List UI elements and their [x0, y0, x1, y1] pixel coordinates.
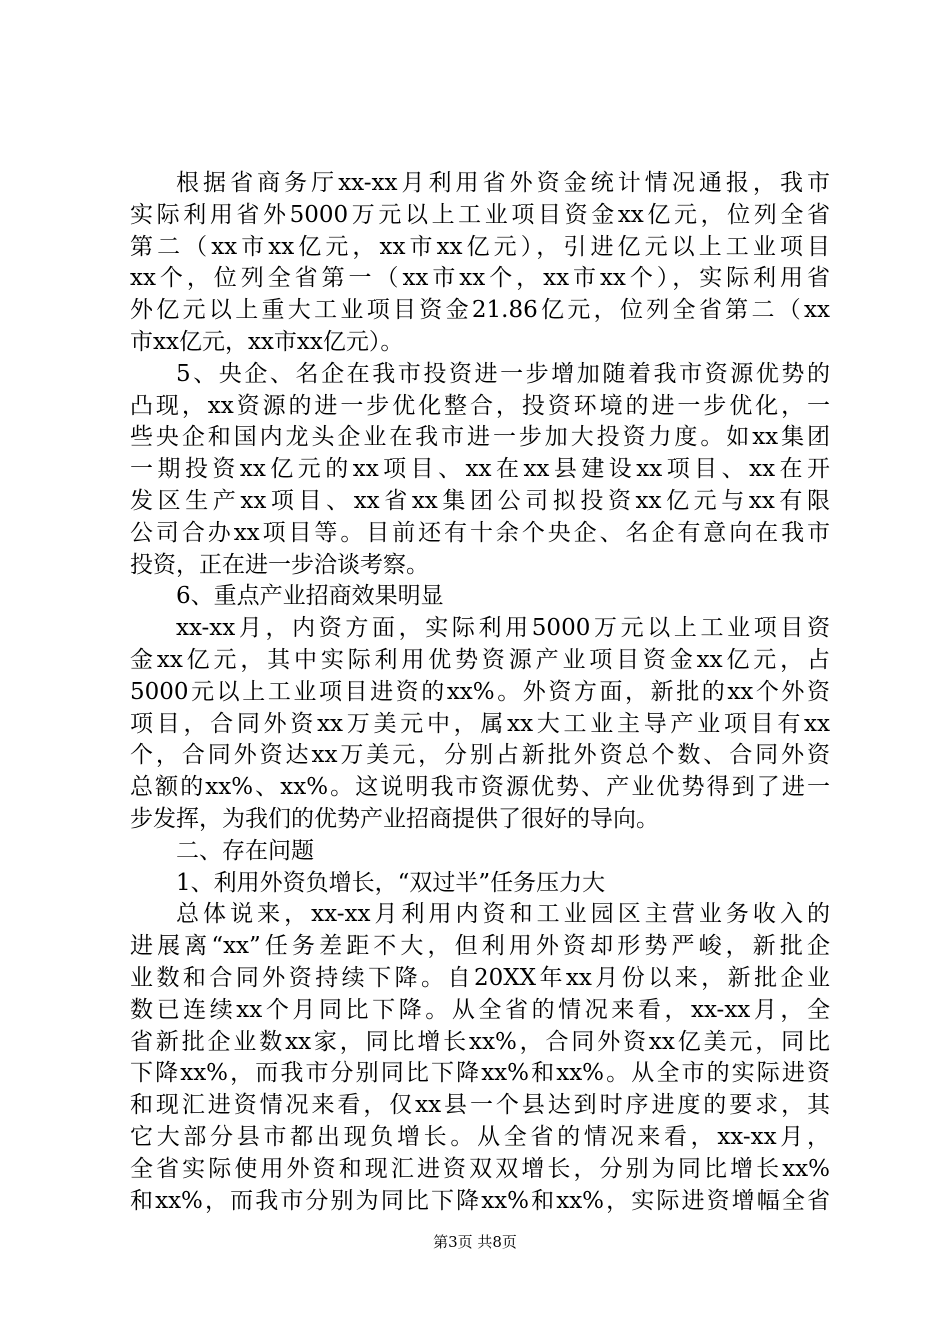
text-line: 凸现，xx资源的进一步优化整合，投资环境的进一步优化，一 [130, 392, 830, 419]
text-line: 市xx亿元，xx市xx亿元）。 [130, 328, 404, 355]
text-line: 些央企和国内龙头企业在我市进一步加大投资力度。如xx集团 [130, 424, 830, 451]
text-line: 外亿元以上重大工业项目资金21.86亿元，位列全省第二（xx [130, 297, 830, 324]
text-line: 步发挥，为我们的优势产业招商提供了很好的导向。 [130, 805, 659, 832]
text-line: 公司合办xx项目等。目前还有十余个央企、名企有意向在我市 [130, 519, 830, 546]
text-line: 它大部分县市都出现负增长。从全省的情况来看，xx-xx月， [130, 1123, 830, 1150]
text-line: 5000元以上工业项目进资的xx%。外资方面，新批的xx个外资 [130, 678, 830, 705]
text-line: 实际利用省外5000万元以上工业项目资金xx亿元，位列全省 [130, 201, 830, 228]
text-line: 和xx%，而我市分别为同比下降xx%和xx%，实际进资增幅全省 [130, 1187, 830, 1214]
text-line: 进展离“xx”任务差距不大，但利用外资却形势严峻，新批企 [130, 933, 830, 960]
text-line: xx个，位列全省第一（xx市xx个，xx市xx个），实际利用省 [130, 265, 830, 292]
text-line: 个，合同外资达xx万美元，分别占新批外资总个数、合同外资 [130, 742, 830, 769]
text-line: 第二（xx市xx亿元，xx市xx亿元），引进亿元以上工业项目 [130, 233, 830, 260]
text-line: 全省实际使用外资和现汇进资双双增长，分别为同比增长xx% [130, 1155, 830, 1182]
text-line: 省新批企业数xx家，同比增长xx%，合同外资xx亿美元，同比 [130, 1028, 830, 1055]
text-line: 发区生产xx项目、xx省xx集团公司拟投资xx亿元与xx有限 [130, 487, 830, 514]
text-line: 总额的xx%、xx%。这说明我市资源优势、产业优势得到了进一 [130, 774, 830, 801]
text-line: 数已连续xx个月同比下降。从全省的情况来看，xx-xx月，全 [130, 996, 830, 1023]
text-line: 和现汇进资情况来看，仅xx县一个县达到时序进度的要求，其 [130, 1092, 830, 1119]
text-line: 二、存在问题 [176, 837, 314, 864]
text-line: 投资，正在进一步洽谈考察。 [130, 551, 429, 578]
text-line: 6、重点产业招商效果明显 [176, 583, 444, 610]
text-line: 业数和合同外资持续下降。自20XX年xx月份以来，新批企业 [130, 964, 830, 991]
document-body [130, 168, 830, 1217]
text-line: xx-xx月，内资方面，实际利用5000万元以上工业项目资 [176, 615, 830, 642]
text-line: 金xx亿元，其中实际利用优势资源产业项目资金xx亿元，占 [130, 646, 830, 673]
text-line: 下降xx%，而我市分别同比下降xx%和xx%。从全市的实际进资 [130, 1060, 830, 1087]
text-line: 总体说来，xx-xx月利用内资和工业园区主营业务收入的 [176, 901, 830, 928]
text-line: 一期投资xx亿元的xx项目、xx在xx县建设xx项目、xx在开 [130, 456, 830, 483]
text-line: 根据省商务厅xx-xx月利用省外资金统计情况通报，我市 [176, 170, 830, 196]
text-line: 5、央企、名企在我市投资进一步增加随着我市资源优势的 [176, 360, 830, 387]
page-footer: 第3页 共8页 [433, 1233, 517, 1251]
text-line: 项目，合同外资xx万美元中，属xx大工业主导产业项目有xx [130, 710, 830, 737]
text-line: 1、利用外资负增长，“双过半”任务压力大 [176, 869, 606, 896]
